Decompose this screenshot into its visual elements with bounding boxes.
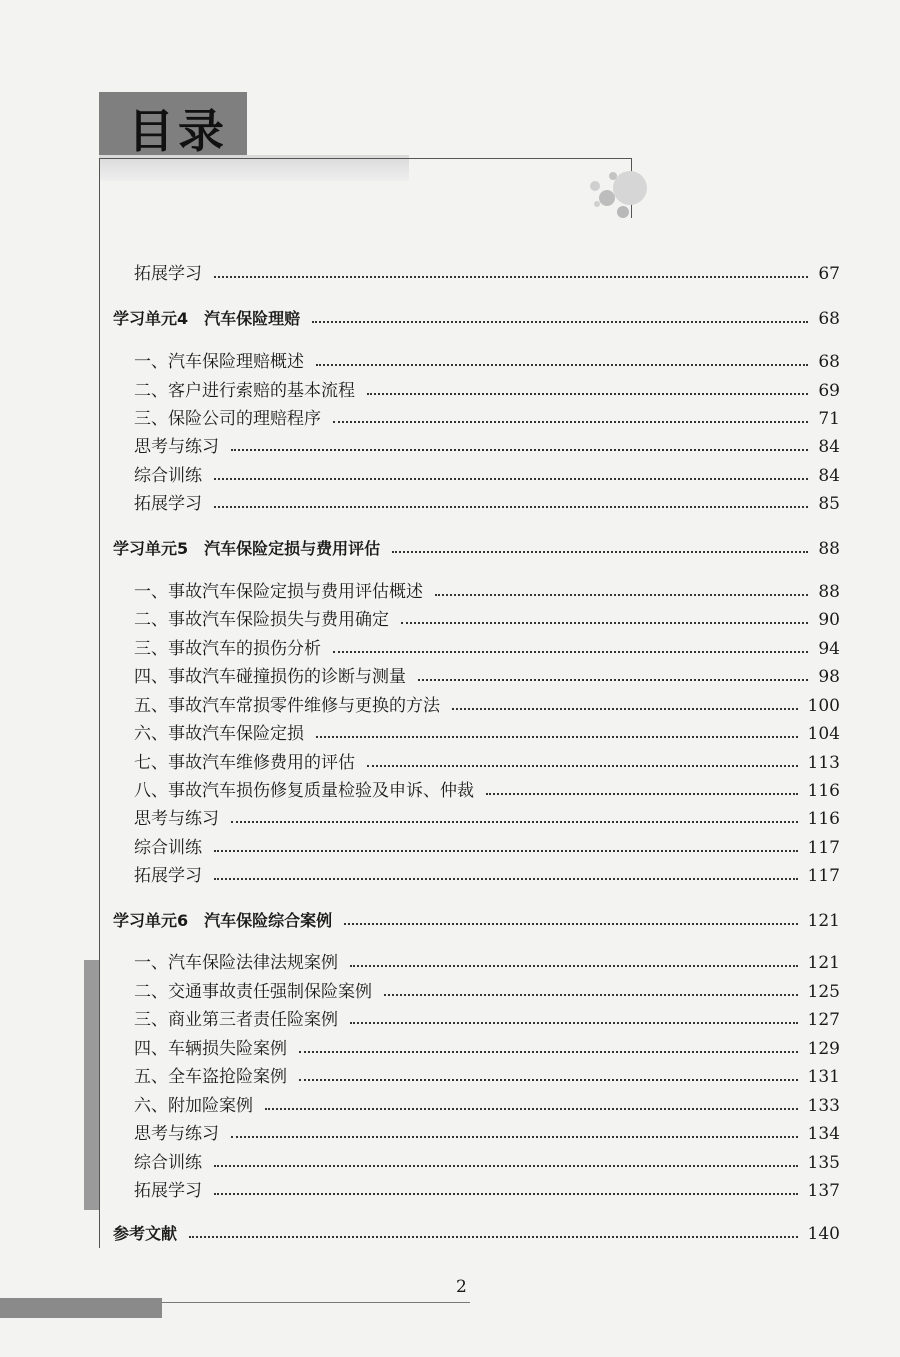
toc-entry[interactable]: [0, 576, 900, 602]
toc-leader-dots: [214, 850, 798, 852]
toc-entry[interactable]: [0, 403, 900, 429]
toc-entry[interactable]: [0, 860, 900, 886]
toc-entry[interactable]: [0, 375, 900, 401]
toc-entry[interactable]: [0, 431, 900, 457]
footer-line: [162, 1302, 470, 1303]
toc-entry-label: 一、汽车保险理赔概述: [134, 352, 304, 372]
toc-leader-dots: [367, 765, 798, 767]
toc-entry[interactable]: [0, 633, 900, 659]
toc-entry[interactable]: [0, 690, 900, 716]
toc-leader-dots: [350, 965, 798, 967]
toc-leader-dots: [333, 651, 808, 653]
toc-entry-page: 127: [807, 1010, 840, 1030]
toc-entry-page: 133: [807, 1096, 840, 1116]
toc-entry-page: 117: [807, 838, 840, 858]
toc-entry-label: 二、事故汽车保险损失与费用确定: [134, 610, 389, 630]
toc-entry[interactable]: [0, 1090, 900, 1116]
toc-leader-dots: [333, 421, 808, 423]
toc-entry-label: 二、客户进行索赔的基本流程: [134, 381, 355, 401]
toc-entry-label: 思考与练习: [134, 809, 219, 829]
toc-entry-label: 八、事故汽车损伤修复质量检验及申诉、仲裁: [134, 781, 474, 801]
toc-entry-label: 拓展学习: [134, 866, 202, 886]
toc-leader-dots: [214, 506, 808, 508]
toc-leader-dots: [401, 622, 808, 624]
toc-leader-dots: [265, 1108, 798, 1110]
toc-entry[interactable]: [0, 905, 900, 931]
toc-entry[interactable]: [0, 976, 900, 1002]
toc-entry[interactable]: [0, 1061, 900, 1087]
toc-leader-dots: [384, 994, 798, 996]
toc-leader-dots: [214, 878, 798, 880]
toc-entry-label: 参考文献: [113, 1224, 178, 1243]
toc-leader-dots: [231, 1136, 798, 1138]
toc-entry-label: 五、事故汽车常损零件维修与更换的方法: [134, 696, 440, 716]
toc-entry[interactable]: [0, 488, 900, 514]
toc-entry-page: 129: [807, 1039, 840, 1059]
toc-entry-page: 104: [807, 724, 840, 744]
toc-entry[interactable]: [0, 258, 900, 284]
toc-leader-dots: [312, 321, 808, 323]
toc-entry-label: 三、事故汽车的损伤分析: [134, 639, 321, 659]
toc-entry-page: 71: [818, 409, 840, 429]
toc-entry-label: 拓展学习: [134, 494, 202, 514]
toc-entry-label: 一、汽车保险法律法规案例: [134, 953, 338, 973]
toc-entry[interactable]: [0, 533, 900, 559]
toc-leader-dots: [214, 1165, 798, 1167]
toc-entry-page: 121: [807, 911, 840, 931]
toc-entry-page: 131: [807, 1067, 840, 1087]
toc-entry[interactable]: [0, 947, 900, 973]
toc-leader-dots: [231, 449, 808, 451]
toc-entry-label: 二、交通事故责任强制保险案例: [134, 982, 372, 1002]
toc-entry-page: 135: [807, 1153, 840, 1173]
toc-entry[interactable]: [0, 661, 900, 687]
toc-entry[interactable]: [0, 1147, 900, 1173]
toc-entry-label: 学习单元6 汽车保险综合案例: [113, 911, 333, 930]
toc-entry-label: 综合训练: [134, 838, 202, 858]
toc-entry-label: 综合训练: [134, 466, 202, 486]
toc-entry-label: 三、保险公司的理赔程序: [134, 409, 321, 429]
toc-leader-dots: [214, 478, 808, 480]
toc-leader-dots: [418, 679, 808, 681]
toc-entry[interactable]: [0, 604, 900, 630]
toc-entry-page: 121: [807, 953, 840, 973]
toc-entry-label: 六、事故汽车保险定损: [134, 724, 304, 744]
toc-entry-page: 84: [818, 437, 840, 457]
toc-entry-label: 综合训练: [134, 1153, 202, 1173]
toc-leader-dots: [214, 276, 808, 278]
toc-entry[interactable]: [0, 1218, 900, 1244]
toc-leader-dots: [316, 736, 798, 738]
toc-entry-label: 思考与练习: [134, 1124, 219, 1144]
toc-entry-page: 94: [818, 639, 840, 659]
toc-entry-page: 98: [818, 667, 840, 687]
toc-leader-dots: [299, 1079, 798, 1081]
toc-entry-page: 113: [807, 753, 840, 773]
toc-entry[interactable]: [0, 803, 900, 829]
toc-entry-page: 88: [818, 539, 840, 559]
toc-leader-dots: [486, 793, 798, 795]
toc-entry-page: 88: [818, 582, 840, 602]
toc-entry[interactable]: [0, 747, 900, 773]
toc-entry[interactable]: [0, 718, 900, 744]
toc-entry-label: 三、商业第三者责任险案例: [134, 1010, 338, 1030]
toc-entry[interactable]: [0, 460, 900, 486]
toc-entry-page: 67: [818, 264, 840, 284]
toc-entry[interactable]: [0, 346, 900, 372]
toc-leader-dots: [214, 1193, 798, 1195]
toc-entry-page: 68: [818, 352, 840, 372]
toc-entry[interactable]: [0, 1004, 900, 1030]
toc-leader-dots: [316, 364, 808, 366]
toc-entry-page: 125: [807, 982, 840, 1002]
toc-leader-dots: [231, 821, 798, 823]
toc-leader-dots: [435, 594, 808, 596]
toc-entry-page: 116: [807, 781, 840, 801]
toc-entry[interactable]: [0, 303, 900, 329]
toc-leader-dots: [189, 1236, 798, 1238]
toc-leader-dots: [367, 393, 808, 395]
toc-leader-dots: [350, 1022, 798, 1024]
toc-entry[interactable]: [0, 1118, 900, 1144]
toc-entry-label: 拓展学习: [134, 1181, 202, 1201]
toc-entry-page: 69: [818, 381, 840, 401]
toc-entry-page: 85: [818, 494, 840, 514]
toc-entry-label: 七、事故汽车维修费用的评估: [134, 753, 355, 773]
toc-entry[interactable]: [0, 1175, 900, 1201]
toc-entry-page: 137: [807, 1181, 840, 1201]
toc-entry-label: 四、车辆损失险案例: [134, 1039, 287, 1059]
page-number: 2: [456, 1277, 467, 1297]
toc-leader-dots: [392, 551, 808, 553]
toc-leader-dots: [299, 1051, 798, 1053]
toc-entry-page: 140: [807, 1224, 840, 1244]
toc-entry-page: 100: [807, 696, 840, 716]
toc-leader-dots: [344, 923, 797, 925]
toc-entry-label: 学习单元5 汽车保险定损与费用评估: [113, 539, 381, 558]
toc-entry[interactable]: [0, 1033, 900, 1059]
toc-entry-label: 思考与练习: [134, 437, 219, 457]
toc-leader-dots: [452, 708, 798, 710]
toc-entry-page: 68: [818, 309, 840, 329]
toc-entry[interactable]: [0, 832, 900, 858]
toc-entry-label: 四、事故汽车碰撞损伤的诊断与测量: [134, 667, 406, 687]
toc-entry-page: 90: [818, 610, 840, 630]
toc-entry-page: 84: [818, 466, 840, 486]
toc-entry-page: 116: [807, 809, 840, 829]
toc-entry-label: 六、附加险案例: [134, 1096, 253, 1116]
toc-entry-label: 一、事故汽车保险定损与费用评估概述: [134, 582, 423, 602]
page-title: 目录: [128, 104, 228, 158]
toc-entry-label: 拓展学习: [134, 264, 202, 284]
footer-bar: [0, 1298, 162, 1318]
toc-entry-label: 五、全车盗抢险案例: [134, 1067, 287, 1087]
toc-entry[interactable]: [0, 775, 900, 801]
toc-entry-page: 134: [807, 1124, 840, 1144]
toc-entry-label: 学习单元4 汽车保险理赔: [113, 309, 301, 328]
toc-entry-page: 117: [807, 866, 840, 886]
